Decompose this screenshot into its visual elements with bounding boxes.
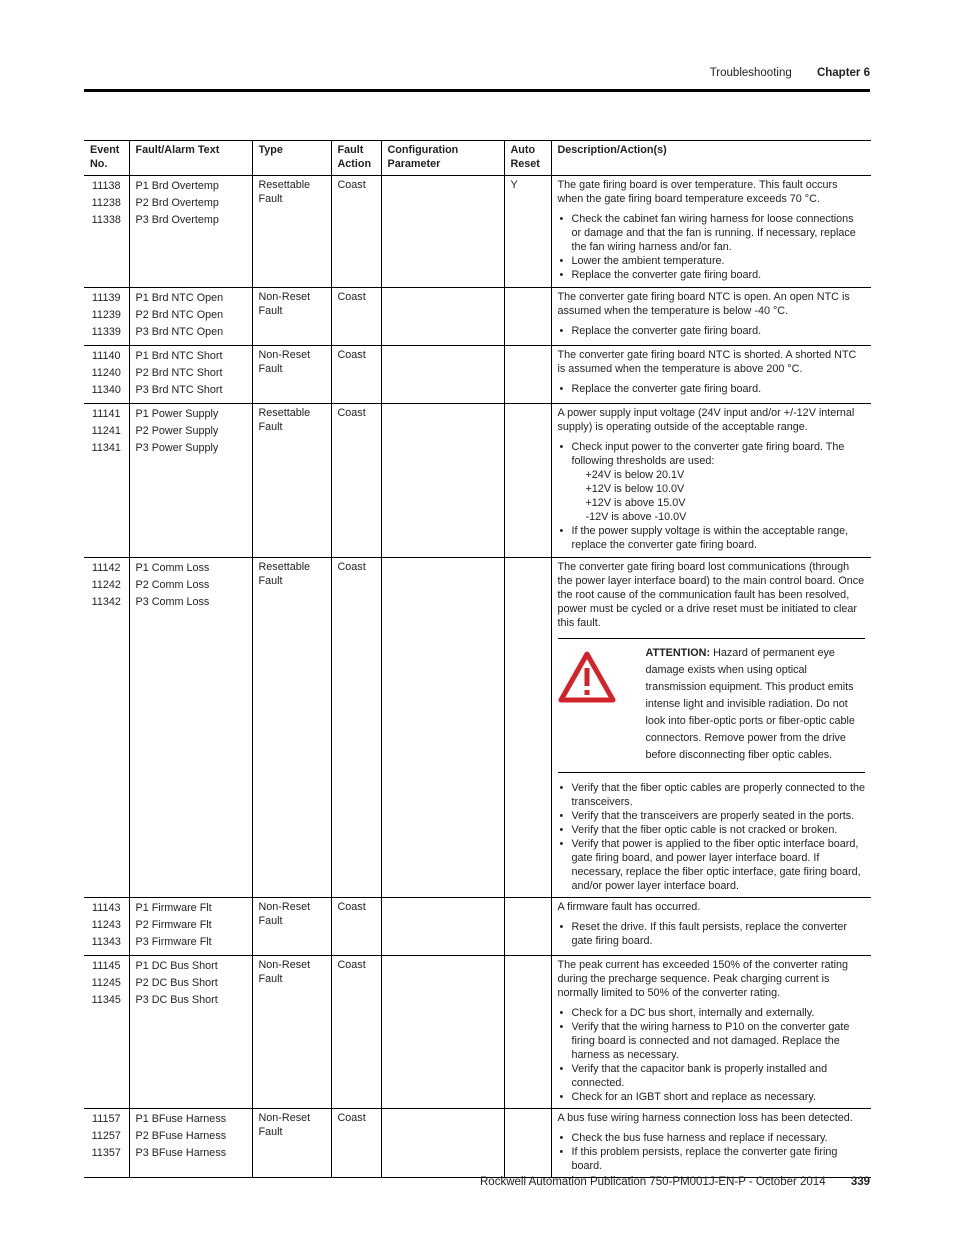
action-item: • Check for a DC bus short, internally and externally. [572,1006,866,1020]
event-no: 11240 [91,367,121,379]
fault-text: P1 Brd Overtemp [135,180,219,192]
fault-text: P2 DC Bus Short [135,977,218,989]
action-item: • Reset the drive. If this fault persists, replace the converter gate firing board. [572,920,866,948]
chapter-label: Chapter 6 [816,67,870,79]
description-text: The converter gate firing board lost communications (through the power layer interface board) to the main control board. Once the root cause of the communication fault has been resolved, power must be cycled or a drive reset must be initiated to clear this fault. [557,561,865,629]
fault-type: Non-Reset Fault [252,346,331,404]
event-numbers [84,346,129,404]
event-no: 11142 [92,562,121,574]
action-item: • Replace the converter gate firing board. [572,382,866,396]
auto-reset [504,404,551,558]
description-text: The converter gate firing board NTC is open. An open NTC is assumed when the temperature is below -40 °C. [557,291,850,317]
fault-text: P2 BFuse Harness [135,1130,227,1142]
description-text: A bus fuse wiring harness connection loss has been detected. [557,1112,853,1124]
event-no: 11239 [91,309,121,321]
event-no: 11340 [91,384,121,396]
fault-text: P1 BFuse Harness [135,1113,227,1125]
event-no: 11141 [92,408,121,420]
col-config-param: Configuration Parameter [381,141,504,176]
col-description: Description/Action(s) [551,141,871,176]
config-param [381,404,504,558]
threshold-item: +24V is below 20.1V [585,469,685,481]
fault-text: P3 Brd NTC Short [135,384,223,396]
fault-text: P2 Power Supply [135,425,219,437]
fault-texts [129,1109,252,1178]
fault-text: P1 Power Supply [135,408,219,420]
config-param [381,956,504,1109]
page-footer [480,1176,870,1188]
description-text: The gate firing board is over temperature. This fault occurs when the gate firing board temperature exceeds 70 °C. [557,179,838,205]
fault-table [84,140,871,1178]
table-row [84,346,871,404]
fault-type: Resettable Fault [252,558,331,898]
auto-reset: Y [504,176,551,288]
running-header [710,67,870,79]
event-no: 11245 [91,977,121,989]
fault-text: P2 Brd Overtemp [135,197,219,209]
fault-texts [129,176,252,288]
publication-info: Rockwell Automation Publication 750-PM001J-EN-P - October 2014 [480,1176,826,1188]
description-text: The peak current has exceeded 150% of the converter rating during the precharge sequence. Peak charging current is normally limited to 50% of the converter rating. [557,959,848,999]
config-param [381,346,504,404]
fault-texts [129,898,252,956]
table-row [84,898,871,956]
table-header-row [84,141,871,176]
fault-text: P3 Comm Loss [135,596,210,608]
event-no: 11143 [92,902,121,914]
fault-type: Non-Reset Fault [252,1109,331,1178]
table-row [84,176,871,288]
fault-text: P2 Comm Loss [135,579,210,591]
warning-triangle-icon [558,645,646,764]
fault-texts [129,558,252,898]
event-numbers [84,956,129,1109]
attention-box [558,638,866,773]
description [551,1109,871,1178]
action-list [558,1131,866,1173]
action-item: • Lower the ambient temperature. [572,254,866,268]
table-row [84,956,871,1109]
threshold-item: +12V is above 15.0V [585,497,686,509]
section-title: Troubleshooting [709,67,792,79]
description [551,346,871,404]
event-numbers [84,558,129,898]
attention-label: ATTENTION: [645,647,711,659]
event-no: 11139 [92,292,121,304]
action-item: • If the power supply voltage is within the acceptable range, replace the converter gate firing board. [572,524,866,552]
event-no: 11243 [91,919,121,931]
table-row [84,1109,871,1178]
action-item: • Verify that the fiber optic cable is not cracked or broken. [572,823,866,837]
event-numbers [84,1109,129,1178]
fault-action: Coast [331,346,381,404]
fault-action: Coast [331,1109,381,1178]
fault-text: P3 Power Supply [135,442,219,454]
event-no: 11257 [91,1130,121,1142]
description [551,176,871,288]
fault-texts [129,404,252,558]
action-item [572,440,866,524]
event-no: 11138 [92,180,121,192]
event-no: 11342 [91,596,121,608]
threshold-item: -12V is above -10.0V [585,511,687,523]
attention-text-block [646,645,866,764]
config-param [381,558,504,898]
event-no: 11157 [92,1113,121,1125]
event-numbers [84,288,129,346]
action-item: • Verify that the wiring harness to P10 on the converter gate firing board is connected and not damaged. Replace the harness as necessary. [572,1020,866,1062]
action-item: • Check for an IGBT short and replace as necessary. [572,1090,866,1104]
fault-type: Resettable Fault [252,404,331,558]
fault-text: P1 Brd NTC Open [135,292,224,304]
col-auto-reset: Auto Reset [504,141,551,176]
config-param [381,288,504,346]
fault-texts [129,346,252,404]
fault-text: P1 DC Bus Short [135,960,218,972]
fault-action: Coast [331,404,381,558]
event-no: 11241 [91,425,121,437]
event-no: 11357 [91,1147,121,1159]
fault-action: Coast [331,558,381,898]
action-list [558,382,866,396]
col-event-no: Event No. [84,141,129,176]
fault-action: Coast [331,898,381,956]
action-item-text: Check input power to the converter gate firing board. The following thresholds are used: [571,441,845,467]
fault-text: P3 Brd NTC Open [135,326,224,338]
fault-type: Resettable Fault [252,176,331,288]
action-item: • Verify that the fiber optic cables are properly connected to the transceivers. [572,781,866,809]
fault-action: Coast [331,288,381,346]
event-no: 11343 [91,936,121,948]
fault-text: P2 Brd NTC Open [135,309,224,321]
col-fault-action: Fault Action [331,141,381,176]
description [551,898,871,956]
auto-reset [504,1109,551,1178]
threshold-item: +12V is below 10.0V [585,483,685,495]
action-list [558,440,866,552]
fault-action: Coast [331,956,381,1109]
description [551,558,871,898]
auto-reset [504,898,551,956]
threshold-list [572,468,866,524]
auto-reset [504,346,551,404]
fault-text: P2 Brd NTC Short [135,367,223,379]
page-number: 339 [850,1176,870,1188]
event-numbers [84,898,129,956]
config-param [381,898,504,956]
action-item: • Verify that the capacitor bank is properly installed and connected. [572,1062,866,1090]
fault-action: Coast [331,176,381,288]
description [551,956,871,1109]
action-item: • Check the cabinet fan wiring harness for loose connections or damage and that the fan is running. If necessary, replace the fan wiring harness and/or fan. [572,212,866,254]
action-list [558,212,866,282]
config-param [381,1109,504,1178]
auto-reset [504,558,551,898]
action-item: • Verify that the transceivers are properly seated in the ports. [572,809,866,823]
auto-reset [504,288,551,346]
description-text: A power supply input voltage (24V input and/or +/-12V internal supply) is operating outside of the acceptable range. [557,407,855,433]
description [551,288,871,346]
attention-text: Hazard of permanent eye damage exists when using optical transmission equipment. This product emits intense light and invisible radiation. Do not look into fiber-optic ports or fiber-optic cable connectors. Remove power from the drive before disconnecting fiber optic cables. [645,647,855,761]
header-rule [84,89,870,92]
event-numbers [84,176,129,288]
fault-type: Non-Reset Fault [252,288,331,346]
description [551,404,871,558]
table-row [84,404,871,558]
fault-text: P1 Firmware Flt [135,902,212,914]
config-param [381,176,504,288]
col-fault-text: Fault/Alarm Text [129,141,252,176]
fault-text: P3 BFuse Harness [135,1147,227,1159]
action-item: • Verify that power is applied to the fiber optic interface board, gate firing board, and power layer interface board. If necessary, replace the fiber optic interface, gate firing board, and/or power layer interface board. [572,837,866,893]
action-item: • Replace the converter gate firing board. [572,324,866,338]
fault-type: Non-Reset Fault [252,956,331,1109]
action-item: • If this problem persists, replace the converter gate firing board. [572,1145,866,1173]
event-no: 11140 [92,350,121,362]
table-row [84,288,871,346]
fault-texts [129,956,252,1109]
event-no: 11145 [92,960,121,972]
fault-texts [129,288,252,346]
auto-reset [504,956,551,1109]
event-no: 11345 [91,994,121,1006]
action-item: • Check the bus fuse harness and replace if necessary. [572,1131,866,1145]
description-text: The converter gate firing board NTC is shorted. A shorted NTC is assumed when the temperature is above 200 °C. [557,349,857,375]
event-numbers [84,404,129,558]
fault-text: P3 Firmware Flt [135,936,212,948]
fault-type: Non-Reset Fault [252,898,331,956]
fault-text: P1 Comm Loss [135,562,210,574]
fault-text: P1 Brd NTC Short [135,350,223,362]
action-list [558,1006,866,1104]
event-no: 11238 [91,197,121,209]
fault-text: P3 DC Bus Short [135,994,218,1006]
col-type: Type [252,141,331,176]
description-text: A firmware fault has occurred. [557,901,701,913]
action-list [558,781,866,893]
event-no: 11242 [91,579,121,591]
event-no: 11338 [91,214,121,226]
fault-text: P2 Firmware Flt [135,919,212,931]
action-item: • Replace the converter gate firing board. [572,268,866,282]
event-no: 11341 [91,442,121,454]
event-no: 11339 [91,326,121,338]
action-list [558,324,866,338]
table-row [84,558,871,898]
action-list [558,920,866,948]
fault-text: P3 Brd Overtemp [135,214,219,226]
